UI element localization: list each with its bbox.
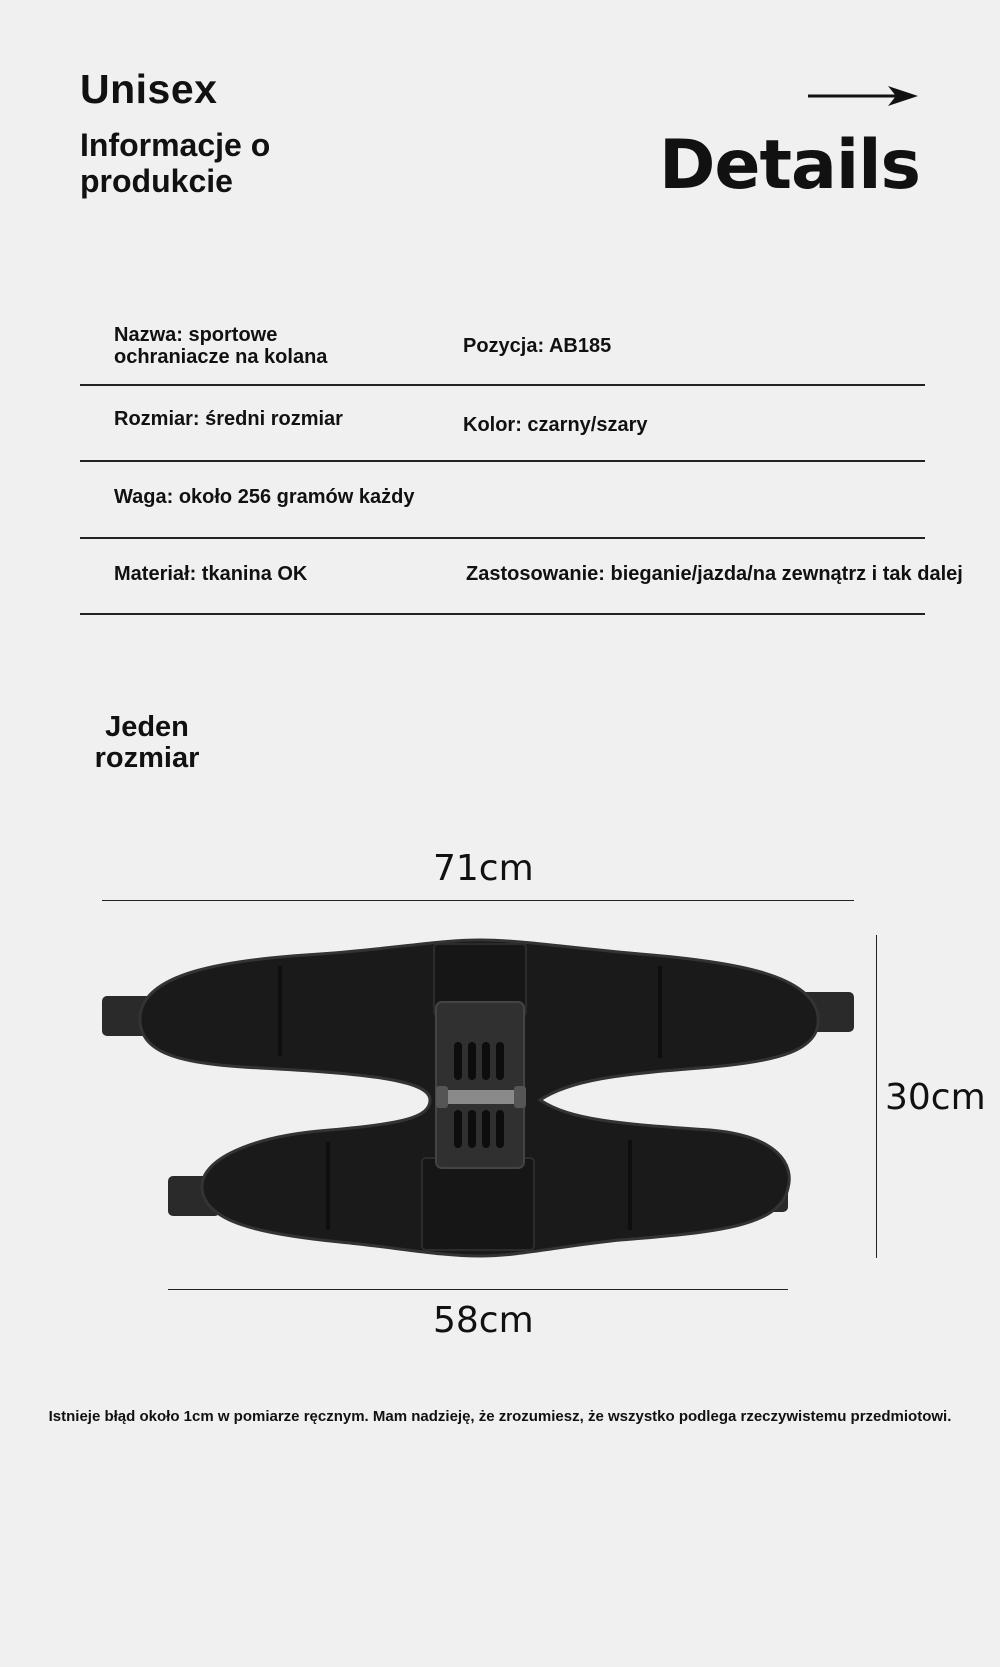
spec-usage: Zastosowanie: bieganie/jazda/na zewnątrz i tak dalej [466,563,963,585]
arrow-right-icon [808,84,918,108]
table-row [80,386,925,462]
width-bottom-line [168,1289,788,1290]
knee-brace-image [100,930,860,1270]
spec-name: Nazwa: sportowe ochraniacze na kolana [114,324,328,368]
table-row [80,462,925,539]
unisex-label: Unisex [80,66,218,112]
info-title: Informacje o produkcie [80,127,271,199]
height-label: 30cm [885,1077,986,1118]
one-size-label: Jeden rozmiar [94,711,200,774]
details-title: Details [658,126,920,205]
height-line [876,935,877,1258]
measurement-note: Istnieje błąd około 1cm w pomiarze ręcznym. Mam nadzieję, że zrozumiesz, że wszystko podlega rzeczywistemu przedmiotowi. [48,1408,952,1425]
table-row [80,310,925,386]
table-row [80,539,963,615]
spec-size: Rozmiar: średni rozmiar [114,408,343,430]
specs-table [80,310,963,615]
spec-weight: Waga: około 256 gramów każdy [114,486,415,508]
width-bottom-label: 58cm [433,1300,534,1341]
width-top-label: 71cm [433,848,534,889]
spec-position: Pozycja: AB185 [463,335,612,357]
width-top-line [102,900,854,901]
spec-color: Kolor: czarny/szary [463,414,648,436]
spec-material: Materiał: tkanina OK [114,563,308,585]
